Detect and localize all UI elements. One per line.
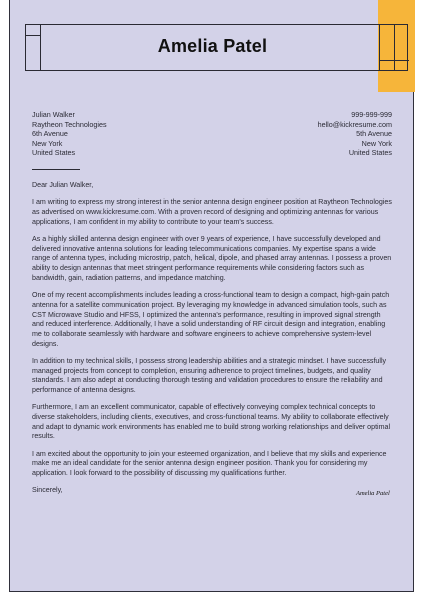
applicant-name: Amelia Patel	[157, 36, 268, 56]
sender-block	[260, 110, 392, 158]
paragraph: I am excited about the opportunity to join your esteemed organization, and I believe that my skills and experience make me an ideal candidate for the senior antenna design engineer position. Thank you for considering my application. I look forward to the possibility of discussing my qualifications further.	[32, 449, 387, 478]
divider	[32, 169, 80, 170]
signature: Amelia Patel	[356, 490, 390, 497]
closing: Sincerely,	[32, 486, 63, 495]
frame-line	[379, 60, 409, 61]
sender-street: 5th Avenue	[356, 129, 392, 139]
sender-country: United States	[348, 148, 392, 158]
paragraph: I am writing to express my strong interest in the senior antenna design engineer position at Raytheon Technologies as advertised on www.kickresume.com. With a proven record of designing and optimizing antennas for various applications, I am confident in my ability to contribute to your team's success.	[32, 198, 392, 226]
recipient-country: United States	[32, 148, 76, 158]
recipient-street: 6th Avenue	[32, 129, 68, 139]
greeting: Dear Julian Walker,	[32, 181, 94, 189]
sender-phone: 999-999-999	[351, 110, 392, 119]
recipient-name: Julian Walker	[32, 110, 75, 119]
sender-email: hello@kickresume.com	[317, 119, 392, 129]
sender-city: New York	[361, 138, 392, 148]
recipient-city: New York	[32, 138, 63, 148]
paragraph: As a highly skilled antenna design engineer with over 9 years of experience, I have successfully developed and delivered innovative antenna solutions for leading telecommunications companies. My expertise spans a wide range of antenna types, including microstrip, patch, helical, dipole, and phased array antennas. I possess a proven ability to design antennas that meet stringent performance requirements while considering factors such as bandwidth, gain, radiation patterns, and impedance matching.	[32, 235, 392, 282]
paragraph: Furthermore, I am an excellent communicator, capable of effectively conveying complex technical concepts to diverse stakeholders, including clients, executives, and cross-functional teams. My ability to collaborate effectively and adapt to dynamic work environments has enabled me to build strong working relationships and deliver optimal results.	[32, 403, 391, 441]
paragraph: One of my recent accomplishments includes leading a cross-functional team to design a compact, high-gain patch antenna for a satellite communication project. By leveraging my knowledge in advanced simulation tools, such as CST Microwave Studio and HFSS, I optimized the antenna's performance, resulting in improved signal strength and reduced interference. Additionally, I have a solid understanding of RF circuit design and integration, enabling me to collaborate seamlessly with hardware and software engineers to achieve comprehensive system-level designs.	[32, 291, 390, 348]
letter-body	[32, 181, 394, 504]
letter-page	[9, 0, 414, 592]
paragraph: In addition to my technical skills, I possess strong leadership abilities and a strategic mindset. I have successfully managed projects from concept to completion, ensuring adherence to project timelines, budgets, and quality standards. I am also adept at conducting thorough testing and validation procedures to ensure the reliability and performance of antenna designs.	[32, 356, 387, 395]
recipient-block	[32, 110, 107, 158]
recipient-company: Raytheon Technologies	[32, 119, 107, 129]
